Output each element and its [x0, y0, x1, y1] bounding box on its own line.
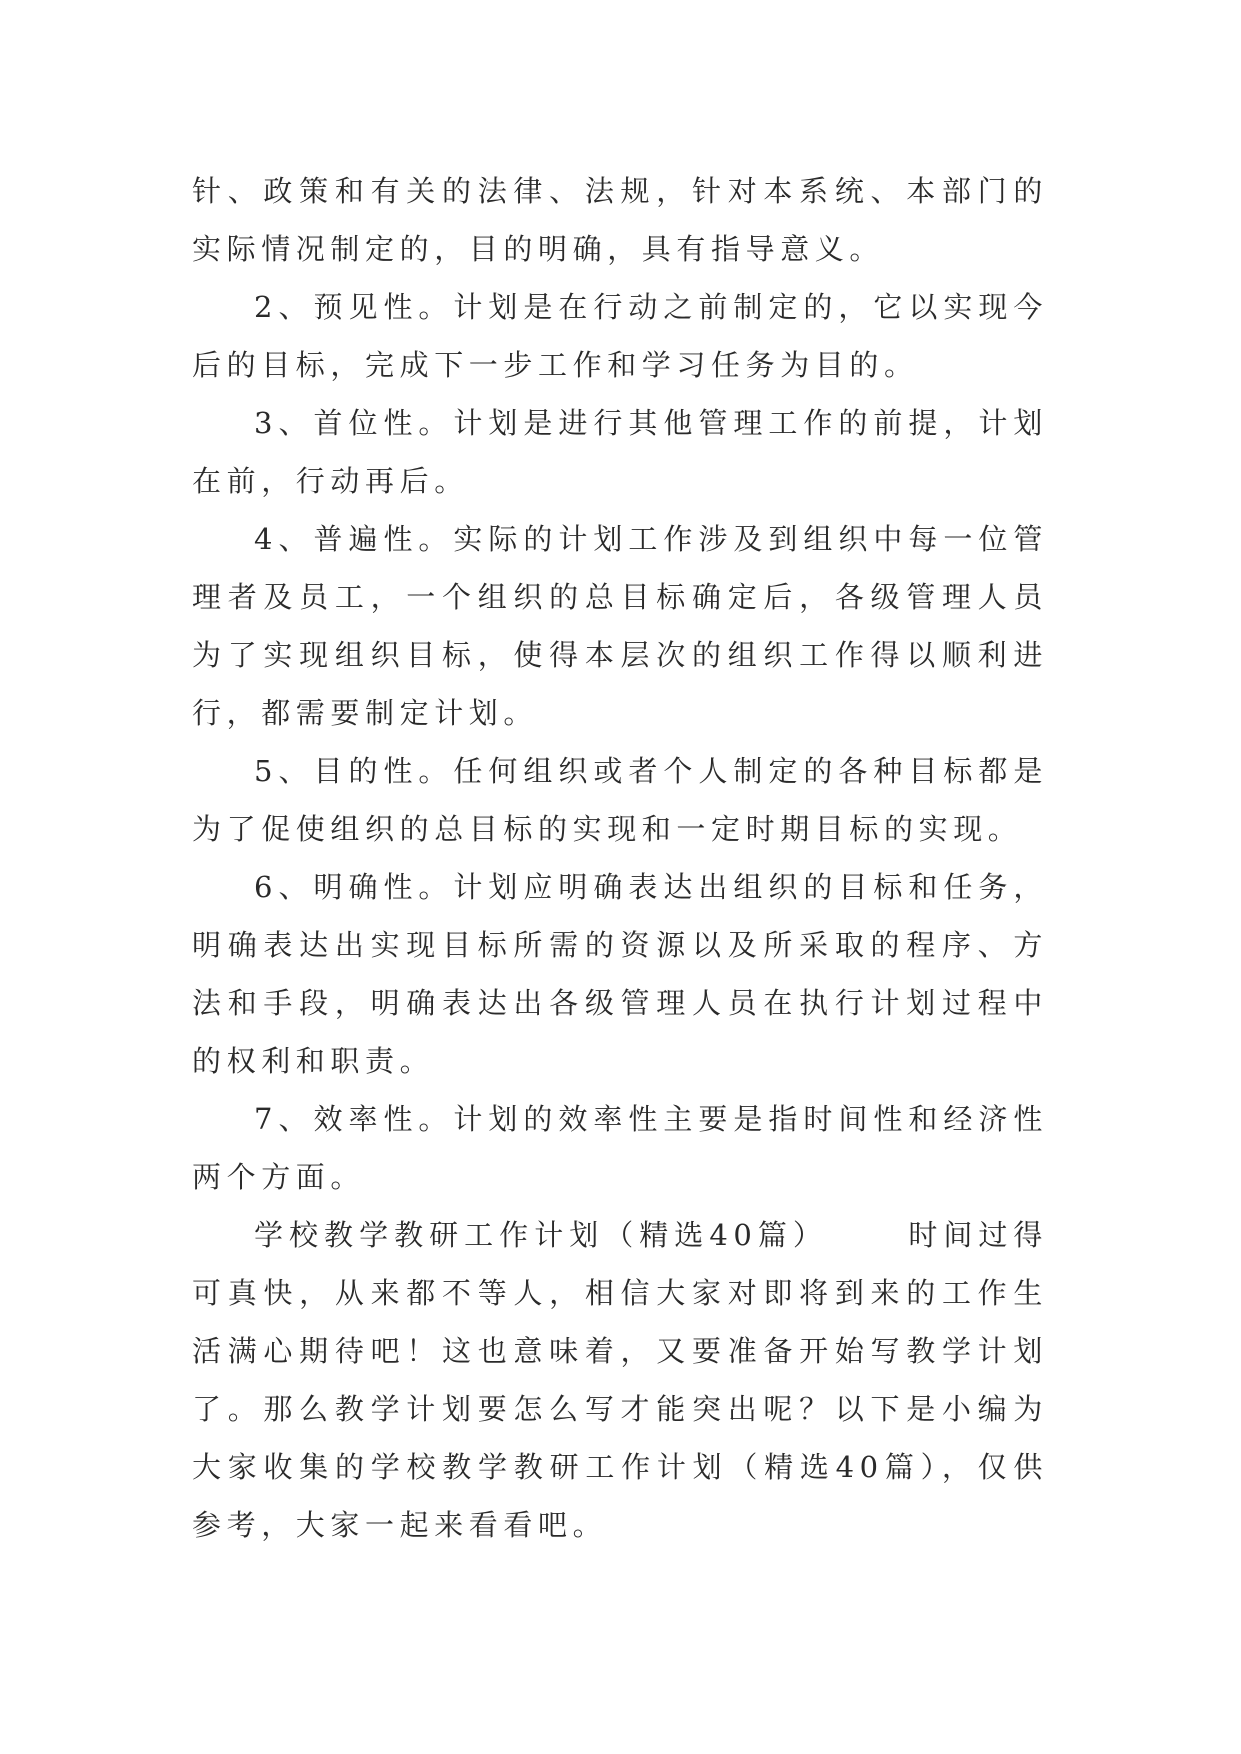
- article-intro-body: 时间过得可真快，从来都不等人，相信大家对即将到来的工作生活满心期待吧！这也意味着，又要准备开始写教学计划了。那么教学计划要怎么写才能突出呢？以下是小编为大家收集的学校教学教研工作计划（精选40篇），仅供参考，大家一起来看看吧。: [192, 1218, 1048, 1542]
- paragraph-item-2: 2、预见性。计划是在行动之前制定的，它以实现今后的目标，完成下一步工作和学习任务为目的。: [192, 290, 1048, 382]
- paragraph-item-7: 7、效率性。计划的效率性主要是指时间性和经济性两个方面。: [192, 1102, 1048, 1194]
- article-title: 学校教学教研工作计划（精选40篇）: [254, 1218, 828, 1252]
- paragraph-item-5: 5、目的性。任何组织或者个人制定的各种目标都是为了促使组织的总目标的实现和一定时期目标的实现。: [192, 754, 1048, 846]
- paragraph-item-6: 6、明确性。计划应明确表达出组织的目标和任务，明确表达出实现目标所需的资源以及所采取的程序、方法和手段，明确表达出各级管理人员在执行计划过程中的权利和职责。: [192, 870, 1048, 1078]
- paragraph-item-4: 4、普遍性。实际的计划工作涉及到组织中每一位管理者及员工，一个组织的总目标确定后，各级管理人员为了实现组织目标，使得本层次的组织工作得以顺利进行，都需要制定计划。: [192, 522, 1048, 730]
- paragraph-continued: 针、政策和有关的法律、法规，针对本系统、本部门的实际情况制定的，目的明确，具有指导意义。: [192, 174, 1048, 266]
- paragraph-item-3: 3、首位性。计划是进行其他管理工作的前提，计划在前，行动再后。: [192, 406, 1048, 498]
- document-body: [192, 162, 1048, 1554]
- article-intro-paragraph: [192, 1206, 1048, 1554]
